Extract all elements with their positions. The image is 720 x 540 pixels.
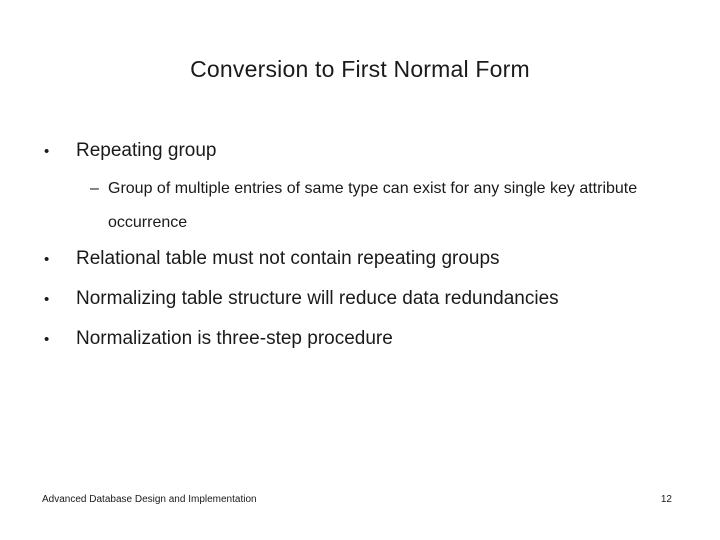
sub-bullet-item bbox=[90, 172, 650, 240]
bullet-marker: • bbox=[44, 251, 50, 268]
bullet-marker: • bbox=[44, 143, 50, 160]
sub-bullet-marker: – bbox=[90, 180, 99, 197]
bullet-text: Repeating group bbox=[76, 140, 217, 161]
bullet-item bbox=[44, 288, 559, 310]
bullet-marker: • bbox=[44, 331, 50, 348]
page-number: 12 bbox=[660, 494, 672, 505]
bullet-item bbox=[44, 248, 500, 270]
bullet-text: Normalization is three-step procedure bbox=[76, 328, 393, 349]
bullet-text: Normalizing table structure will reduce data redundancies bbox=[76, 288, 559, 309]
sub-bullet-text: Group of multiple entries of same type can exist for any single key attribute occurrence bbox=[108, 180, 638, 231]
slide-title: Conversion to First Normal Form bbox=[190, 56, 530, 82]
bullet-item bbox=[44, 328, 393, 350]
bullet-marker: • bbox=[44, 291, 50, 308]
footer-course-title: Advanced Database Design and Implementation bbox=[42, 494, 257, 505]
bullet-text: Relational table must not contain repeating groups bbox=[76, 248, 500, 269]
bullet-item bbox=[44, 140, 217, 162]
